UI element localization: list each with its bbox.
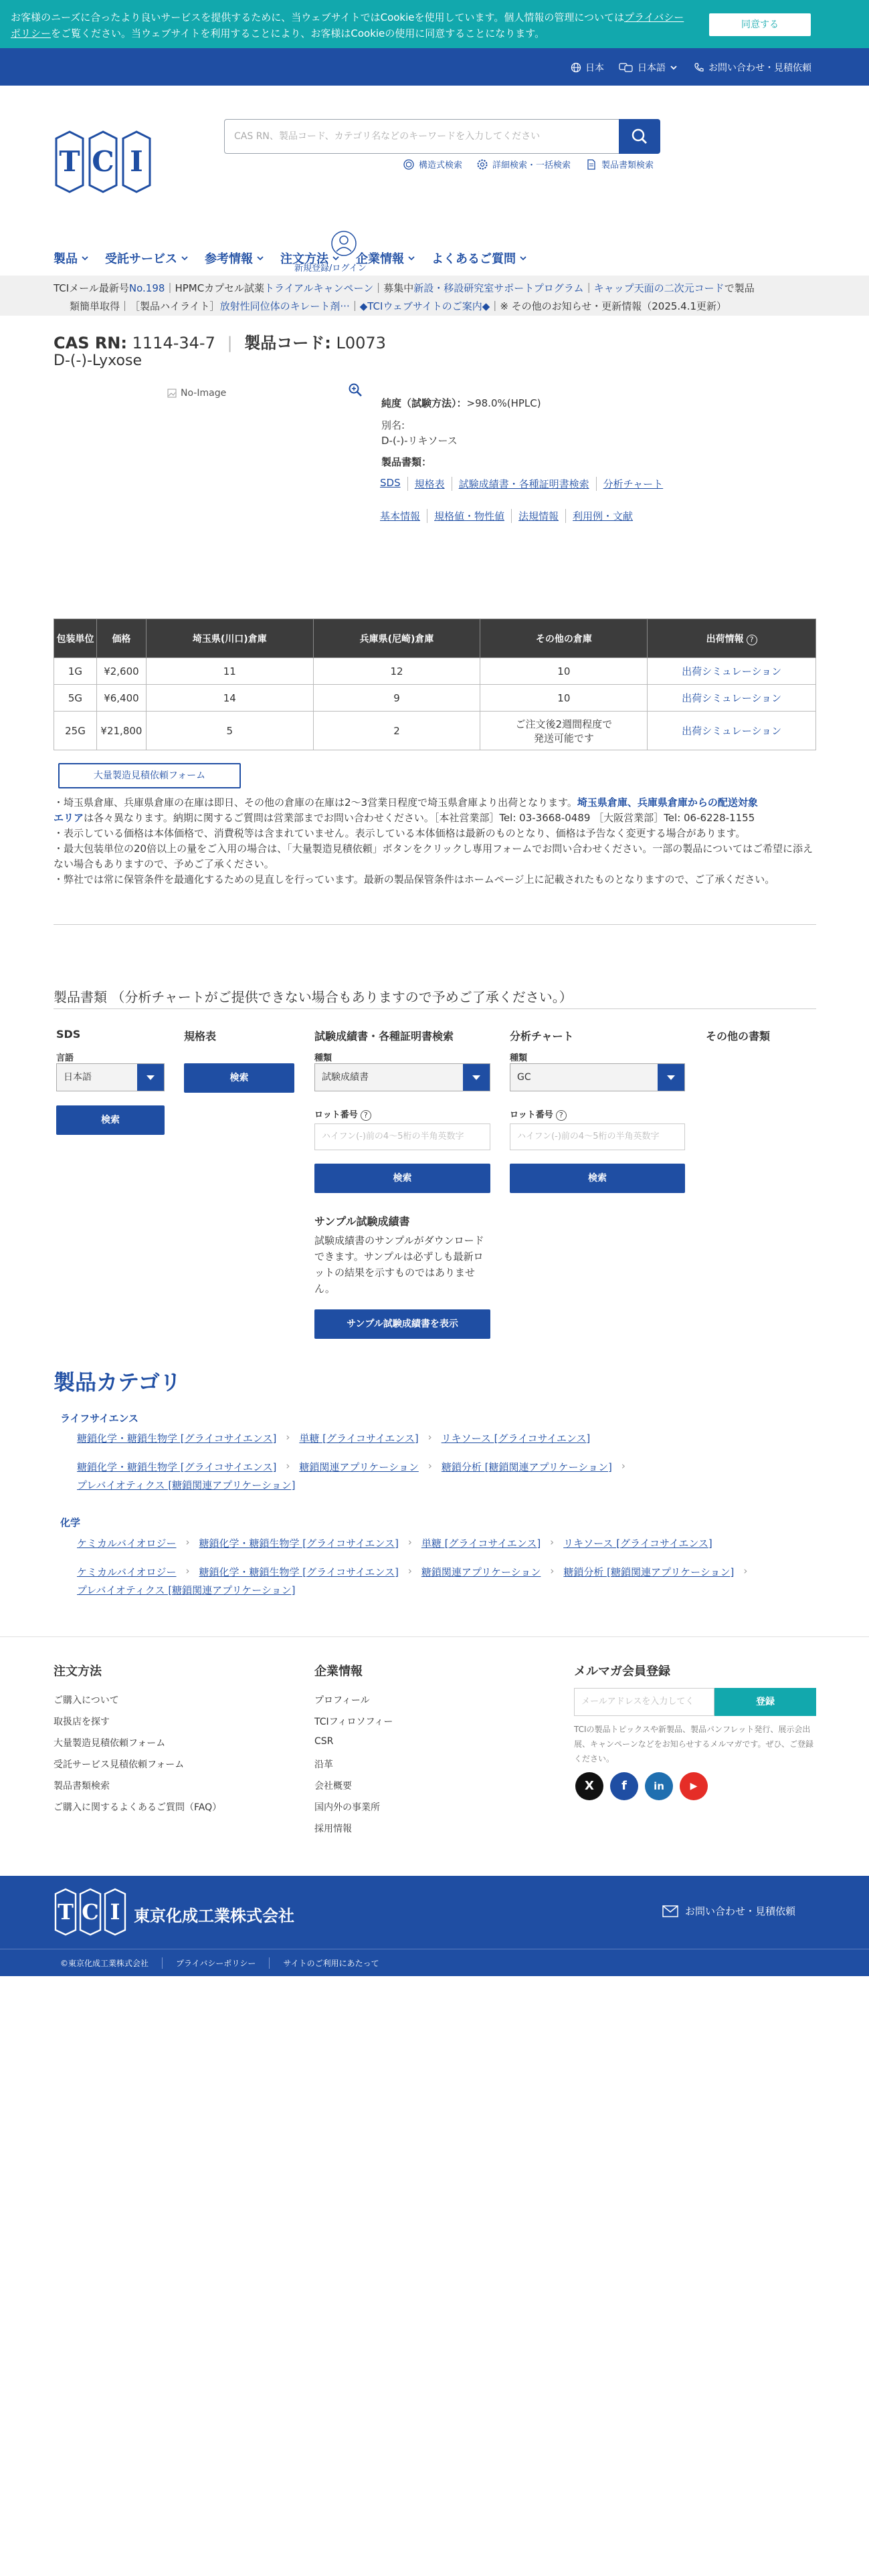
footer-link[interactable]: 製品書類検索	[54, 1781, 110, 1792]
info-links	[380, 509, 640, 523]
sds-search-button[interactable]: 検索	[56, 1105, 165, 1135]
cell-other: 10	[480, 658, 648, 685]
price-notes: ・埼玉県倉庫、兵庫県倉庫の在庫は即日、その他の倉庫の在庫は2～3営業日程度で埼玉県倉庫より出荷となります。埼玉県倉庫、兵庫県倉庫からの配送対象 エリアは各々異なります。納期に関するご質問は営業部までお問い合わせください。［本社営業部］Tel: 03-3668-0489 ［大阪営業部］Tel: 06-6228-1155 ・表示している価格は本体価格で、消費税等は含まれていません。表示している本体価格は最新のものとなり、価格は予告なく変更する場合があります。 ・最大包装単位の20倍以上の量をご入用の場合は、「大量製造見積依頼」ボタンをクリックし専用フォームでお問い合わせください。一部の製品についてはご希望に添えない場合もありますので、予めご了承ください。 ・弊社では常に保管条件を最適化するための見直しを行っています。最新の製品保管条件はホームページ上に記載されたものとなりますので、ご了承ください。	[54, 796, 813, 885]
contact-link[interactable]	[694, 61, 811, 74]
caret-down-icon	[463, 1064, 490, 1091]
utility-bar	[0, 48, 869, 86]
news-link-trial[interactable]: トライアルキャンペーン	[264, 282, 374, 294]
caret-down-icon	[137, 1064, 164, 1091]
svg-text:C: C	[92, 145, 114, 178]
coa-link[interactable]: 試験成績書・各種証明書検索	[452, 477, 596, 491]
svg-text:C: C	[82, 1899, 99, 1925]
advanced-search-link[interactable]	[476, 158, 571, 171]
category-link[interactable]: 単糖 [グライコサイエンス]	[421, 1537, 541, 1549]
youtube-icon[interactable]: ▶	[680, 1772, 708, 1800]
category-link[interactable]: ケミカルバイオロジー	[77, 1566, 177, 1578]
chart-search-button[interactable]: 検索	[510, 1164, 685, 1193]
news-link-mail[interactable]: No.198	[128, 282, 165, 294]
header-hyogo: 兵庫県(尼崎)倉庫	[313, 619, 480, 658]
table-row	[54, 712, 816, 750]
footer-link[interactable]: プロフィール	[314, 1695, 370, 1706]
terms-link[interactable]: サイトのご利用にあたって	[269, 1957, 392, 1969]
nav-faq[interactable]: よくあるご質問	[431, 250, 527, 266]
main-nav	[54, 250, 527, 266]
footer-link[interactable]: 取扱店を探す	[54, 1717, 110, 1727]
mail-icon	[662, 1905, 678, 1917]
footer-bar	[0, 1876, 869, 1976]
molecule-icon	[403, 158, 415, 171]
phone-icon	[694, 62, 704, 73]
footer-link[interactable]: 受託サービス見積依頼フォーム	[54, 1759, 185, 1770]
sample-coa-text: 試験成績書のサンプルがダウンロードできます。サンプルは必ずしも最新ロットの結果を示すものではありません。	[314, 1235, 484, 1295]
sds-title: SDS	[56, 1028, 81, 1041]
news-link-website-guide[interactable]: ◆TCIウェブサイトのご案内◆	[359, 300, 490, 312]
footer-link[interactable]: 沿革	[314, 1759, 333, 1770]
caret-down-icon	[658, 1064, 684, 1091]
literature-link[interactable]: 利用例・文献	[565, 509, 640, 523]
news-link-lab-support[interactable]: 新設・移設研究室サポートプログラム	[413, 282, 584, 294]
chevron-down-icon	[181, 254, 189, 262]
cell-other: ご注文後2週間程度で発送可能です	[480, 712, 648, 750]
chart-lot-input[interactable]: ハイフン(-)前の4～5桁の半角英数字	[510, 1123, 685, 1150]
price-table	[54, 619, 816, 750]
category-breadcrumb: 糖鎖化学・糖鎖生物学 [グライコサイエンス] › 糖鎖関連アプリケーション › 糖鎖分析 [糖鎖関連アプリケーション] ›	[77, 1460, 625, 1473]
coa-search-button[interactable]: 検索	[314, 1164, 490, 1193]
chart-link[interactable]: 分析チャート	[596, 477, 670, 491]
coa-type-label: 種類	[314, 1053, 332, 1063]
footer-link[interactable]: 大量製造見積依頼フォーム	[54, 1738, 166, 1749]
category-title: 製品カテゴリ	[54, 1370, 181, 1395]
chevron-down-icon	[256, 254, 264, 262]
alias-label: 別名:	[381, 419, 405, 431]
chart-type-select[interactable]: GC	[510, 1063, 685, 1091]
cell-ship	[648, 685, 816, 712]
cell-ship	[648, 712, 816, 750]
newsletter-register-button[interactable]: 登録	[714, 1688, 816, 1716]
nav-products[interactable]: 製品	[54, 250, 89, 266]
structure-search-label: 構造式検索	[419, 160, 463, 171]
doc-links	[380, 477, 670, 491]
cell-hyogo: 12	[313, 658, 480, 685]
linkedin-icon[interactable]: in	[645, 1772, 673, 1800]
table-row	[54, 685, 816, 712]
language-icon	[619, 62, 634, 73]
category-link[interactable]: 糖鎖関連アプリケーション	[299, 1461, 419, 1473]
zoom-icon[interactable]	[348, 383, 363, 397]
cell-unit: 1G	[54, 658, 97, 685]
document-search-label: 製品書類検索	[601, 160, 654, 171]
svg-text:T: T	[58, 1899, 74, 1925]
help-icon[interactable]: ?	[747, 635, 757, 645]
country-selector[interactable]	[571, 61, 604, 74]
basic-info-link[interactable]: 基本情報	[380, 510, 421, 522]
footer-bottom-links	[60, 1957, 393, 1969]
search-input[interactable]: CAS RN、製品コード、カテゴリ名などのキーワードを入力してください	[224, 119, 619, 154]
chevron-down-icon	[519, 254, 527, 262]
coa-lot-label: ロット番号 ?	[314, 1107, 371, 1121]
header-other: その他の倉庫	[480, 619, 648, 658]
sds-language-select[interactable]: 日本語	[56, 1063, 165, 1091]
category-link[interactable]: 糖鎖分析 [糖鎖関連アプリケーション]	[441, 1461, 612, 1473]
cell-price: ¥6,400	[96, 685, 146, 712]
cookie-text: お客様のニーズに合ったより良いサービスを提供するために、当ウェブサイトではCookieを使用しています。個人情報の管理についてはプライバシーポリシーをご覧ください。当ウェブサイトを利用することにより、お客様はCookieの使用に同意することになります。	[11, 11, 684, 39]
cell-unit: 25G	[54, 712, 97, 750]
contact-label: お問い合わせ・見積依頼	[708, 63, 811, 74]
category-link[interactable]: 糖鎖分析 [糖鎖関連アプリケーション]	[563, 1566, 735, 1578]
category-breadcrumb	[77, 1583, 296, 1597]
facebook-icon[interactable]: f	[610, 1772, 638, 1800]
spec-search-button[interactable]: 検索	[184, 1063, 294, 1093]
cell-hyogo: 9	[313, 685, 480, 712]
product-image: No-Image	[167, 388, 226, 399]
sds-link[interactable]: SDS	[380, 477, 401, 489]
cell-ship	[648, 658, 816, 685]
nav-services[interactable]: 受託サービス	[105, 250, 189, 266]
search-button[interactable]	[619, 119, 660, 154]
document-icon	[585, 158, 597, 171]
category-link[interactable]: 単糖 [グライコサイエンス]	[299, 1432, 419, 1444]
cookie-agree-button[interactable]: 同意する	[709, 13, 811, 36]
header-ship: 出荷情報 ?	[648, 619, 816, 658]
bulk-quote-button[interactable]: 大量製造見積依頼フォーム	[58, 763, 241, 788]
header-price: 価格	[96, 619, 146, 658]
category-link[interactable]: プレバイオティクス [糖鎖関連アプリケーション]	[77, 1584, 296, 1596]
cell-unit: 5G	[54, 685, 97, 712]
footer-link[interactable]: 採用情報	[314, 1824, 352, 1834]
cell-price: ¥2,600	[96, 658, 146, 685]
structure-search-link[interactable]	[403, 158, 462, 171]
nav-ordering[interactable]: 注文方法	[280, 250, 340, 266]
svg-text:I: I	[110, 1899, 120, 1925]
x-icon[interactable]: X	[575, 1772, 603, 1800]
category-link[interactable]: リキソース [グライコサイエンス]	[441, 1432, 591, 1444]
nav-company[interactable]: 企業情報	[356, 250, 415, 266]
login-link[interactable]: 新規登録/ログイン	[294, 263, 367, 274]
nav-references[interactable]: 参考情報	[205, 250, 264, 266]
header-saitama: 埼玉県(川口)倉庫	[146, 619, 313, 658]
language-label: 日本語	[638, 63, 666, 74]
gear-icon	[476, 158, 488, 171]
footer-company-title: 企業情報	[314, 1665, 363, 1679]
purity-line: 純度（試験方法）：>98.0%(HPLC)	[381, 397, 541, 409]
product-name: D-(-)-Lyxose	[54, 352, 142, 369]
news-line-1: TCIメール最新号No.198｜HPMCカプセル試薬トライアルキャンペーン｜募集中新設・移設研究室サポートプログラム｜キャップ天面の二次元コードで製品	[54, 282, 755, 294]
svg-text:I: I	[130, 145, 143, 178]
broken-image-icon	[167, 389, 177, 398]
footer-contact-link[interactable]: お問い合わせ・見積依頼	[662, 1904, 795, 1918]
footer-link[interactable]: ご購入に関するよくあるご質問（FAQ）	[54, 1802, 222, 1813]
alias-value: D-(-)-リキソース	[381, 435, 458, 447]
documents-title: 製品書類 （分析チャートがご提供できない場合もありますので予めご了承ください。）	[54, 989, 573, 1005]
cell-price: ¥21,800	[96, 712, 146, 750]
footer-link[interactable]: ご購入について	[54, 1695, 119, 1706]
cas-number: 1114-34-7	[132, 334, 215, 352]
category-link[interactable]: 糖鎖化学・糖鎖生物学 [グライコサイエンス]	[199, 1566, 399, 1578]
help-icon[interactable]: ?	[556, 1110, 567, 1121]
newsletter-note: TCIの製品トピックスや新製品、製品パンフレット発行、展示会出展、キャンペーンなどをお知らせするメルマガです。ぜひ、ご登録ください。	[574, 1725, 813, 1763]
docs-label: 製品書類：	[381, 456, 432, 468]
chevron-down-icon	[407, 254, 415, 262]
product-id-line: CAS RN: 1114-34-7 | 製品コード: L0073	[54, 334, 386, 352]
other-docs-title: その他の書類	[706, 1030, 771, 1043]
properties-link[interactable]: 規格値・物性値	[427, 509, 511, 523]
divider	[0, 1636, 869, 1637]
tci-logo[interactable]	[54, 129, 153, 195]
category-breadcrumb: ケミカルバイオロジー › 糖鎖化学・糖鎖生物学 [グライコサイエンス] › 単糖 [グライコサイエンス] › リキソース [グライコサイエンス]	[77, 1536, 712, 1549]
cookie-banner	[0, 0, 869, 48]
advanced-search-label: 詳細検索・一括検索	[492, 160, 571, 171]
news-link-highlight[interactable]: 放射性同位体のキレート剤···	[219, 300, 350, 312]
chevron-down-icon	[81, 254, 89, 262]
chevron-down-icon	[670, 64, 678, 72]
category-link[interactable]: ケミカルバイオロジー	[77, 1537, 177, 1549]
chart-lot-label: ロット番号 ?	[510, 1107, 567, 1121]
footer-link[interactable]: 会社概要	[314, 1781, 352, 1792]
cell-saitama: 5	[146, 712, 313, 750]
coa-title: 試験成績書・各種証明書検索	[314, 1030, 454, 1043]
footer-link[interactable]: TCIフィロソフィー	[314, 1717, 393, 1727]
newsletter-email-input[interactable]: メールアドレスを入力してく	[574, 1688, 714, 1716]
search-icon	[619, 119, 660, 154]
coa-type-select[interactable]: 試験成績書	[314, 1063, 490, 1091]
footer-link[interactable]: CSR	[314, 1736, 334, 1747]
category-link[interactable]: 糖鎖化学・糖鎖生物学 [グライコサイエンス]	[77, 1461, 277, 1473]
footer-tci-logo[interactable]	[54, 1887, 127, 1937]
spec-title: 規格表	[184, 1030, 217, 1043]
divider	[54, 924, 816, 925]
regulatory-link[interactable]: 法規情報	[511, 509, 565, 523]
news-line-2: 類簡単取得｜［製品ハイライト］放射性同位体のキレート剤···｜◆TCIウェブサイトのご案内◆｜※ その他のお知らせ・更新情報（2025.4.1更新）	[70, 300, 727, 312]
header-unit: 包装単位	[54, 619, 97, 658]
country-label: 日本	[585, 63, 604, 74]
category-chemistry: 化学	[60, 1517, 81, 1529]
product-code: L0073	[336, 334, 386, 352]
news-link-qr[interactable]: キャップ天面の二次元コード	[593, 282, 725, 294]
cell-other: 10	[480, 685, 648, 712]
shipping-simulation-link[interactable]: 出荷シミュレーション	[682, 692, 782, 704]
coa-lot-input[interactable]: ハイフン(-)前の4～5桁の半角英数字	[314, 1123, 490, 1150]
category-link[interactable]: リキソース [グライコサイエンス]	[563, 1537, 712, 1549]
category-link[interactable]: 糖鎖化学・糖鎖生物学 [グライコサイエンス]	[199, 1537, 399, 1549]
shipping-simulation-link[interactable]: 出荷シミュレーション	[682, 665, 782, 677]
globe-icon	[571, 62, 581, 73]
cell-hyogo: 2	[313, 712, 480, 750]
document-search-link[interactable]	[585, 158, 654, 171]
footer-link[interactable]: 国内外の事業所	[314, 1802, 380, 1813]
chart-type-label: 種類	[510, 1053, 528, 1063]
footer-order-title: 注文方法	[54, 1665, 102, 1679]
spec-link[interactable]: 規格表	[407, 477, 452, 491]
footer-mail-title: メルマガ会員登録	[574, 1665, 670, 1679]
category-link[interactable]: 糖鎖化学・糖鎖生物学 [グライコサイエンス]	[77, 1432, 277, 1444]
language-selector[interactable]	[619, 61, 678, 74]
shipping-simulation-link[interactable]: 出荷シミュレーション	[682, 725, 782, 737]
sample-coa-title: サンプル試験成績書	[314, 1215, 410, 1228]
category-life-science: ライフサイエンス	[60, 1412, 139, 1424]
user-icon[interactable]	[330, 230, 357, 257]
category-breadcrumb: ケミカルバイオロジー › 糖鎖化学・糖鎖生物学 [グライコサイエンス] › 糖鎖関連アプリケーション › 糖鎖分析 [糖鎖関連アプリケーション] ›	[77, 1565, 748, 1578]
language-label: 言語	[56, 1053, 74, 1063]
copyright: ©東京化成工業株式会社	[60, 1959, 149, 1968]
divider	[54, 1008, 816, 1009]
news-band	[0, 276, 869, 316]
company-name: 東京化成工業株式会社	[134, 1907, 294, 1925]
category-link[interactable]: プレバイオティクス [糖鎖関連アプリケーション]	[77, 1479, 296, 1491]
privacy-policy-link[interactable]: プライバシーポリシー	[162, 1957, 269, 1969]
category-breadcrumb	[77, 1478, 296, 1492]
svg-text:T: T	[59, 145, 80, 178]
cell-saitama: 11	[146, 658, 313, 685]
help-icon[interactable]: ?	[361, 1110, 371, 1121]
chart-title: 分析チャート	[510, 1030, 574, 1043]
table-row	[54, 658, 816, 685]
category-link[interactable]: 糖鎖関連アプリケーション	[421, 1566, 541, 1578]
cell-saitama: 14	[146, 685, 313, 712]
sample-coa-button[interactable]: サンプル試験成績書を表示	[314, 1309, 490, 1339]
category-breadcrumb: 糖鎖化学・糖鎖生物学 [グライコサイエンス] › 単糖 [グライコサイエンス] › リキソース [グライコサイエンス]	[77, 1431, 591, 1444]
privacy-policy-link[interactable]: プライバシーポリシー	[11, 11, 684, 39]
